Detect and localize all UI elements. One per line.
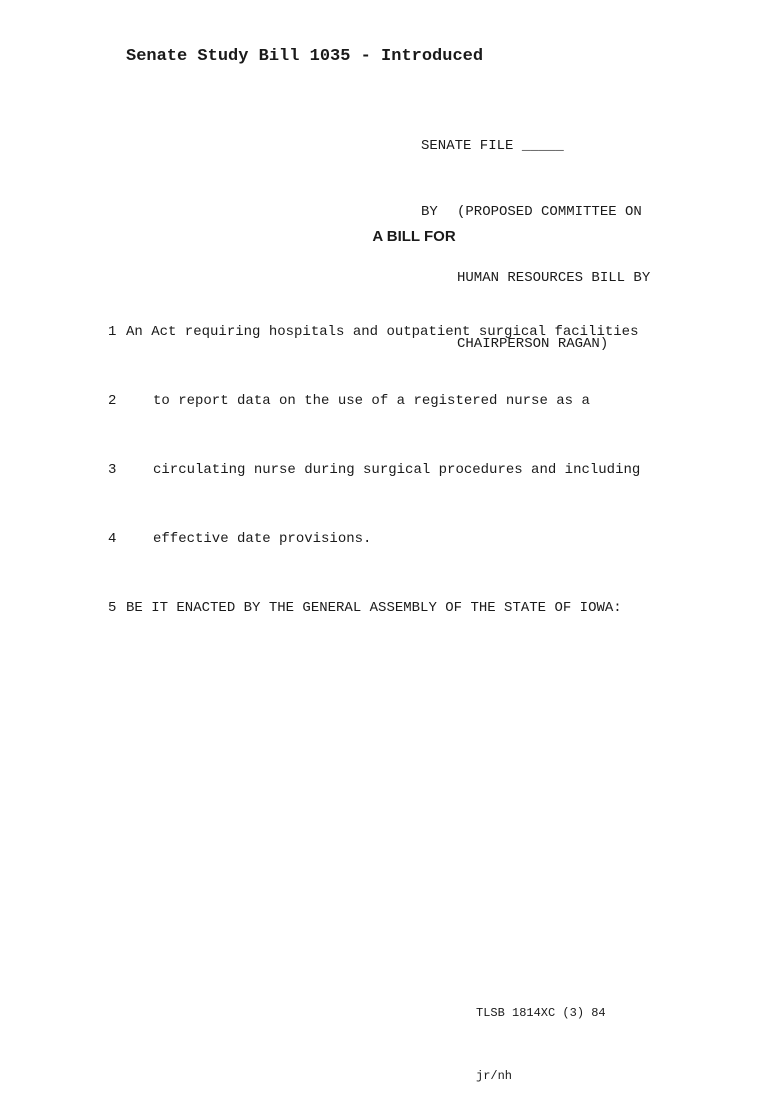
- document-footer: [476, 961, 606, 1108]
- bill-heading: A BILL FOR: [372, 228, 456, 245]
- senate-file-line: SENATE FILE _____: [421, 138, 564, 154]
- body-line: [108, 528, 640, 551]
- body-line: [108, 390, 640, 413]
- line-text: An Act requiring hospitals and outpatient surgical facilities: [126, 324, 639, 340]
- sponsor-text-1: (PROPOSED COMMITTEE ON: [457, 204, 642, 220]
- line-number: 1: [108, 324, 117, 340]
- line-number: 5: [108, 600, 117, 616]
- line-number: 3: [108, 462, 117, 478]
- page-title: Senate Study Bill 1035 - Introduced: [126, 47, 484, 66]
- line-text: effective date provisions.: [153, 531, 372, 547]
- sponsor-text-2: HUMAN RESOURCES BILL BY: [457, 270, 651, 286]
- bill-body: [108, 275, 640, 643]
- body-line: [108, 459, 640, 482]
- footer-initials: jr/nh: [476, 1069, 513, 1083]
- line-number: 2: [108, 393, 117, 409]
- sponsor-text-3: CHAIRPERSON RAGAN): [457, 336, 609, 352]
- footer-code: TLSB 1814XC (3) 84: [476, 1006, 606, 1020]
- body-line: [108, 321, 640, 344]
- sponsor-line-1: [421, 201, 650, 223]
- body-line: [108, 597, 640, 620]
- line-text: BE IT ENACTED BY THE GENERAL ASSEMBLY OF THE STATE OF IOWA:: [126, 600, 622, 616]
- line-text: to report data on the use of a registered nurse as a: [153, 393, 590, 409]
- by-label: BY: [421, 204, 438, 220]
- line-number: 4: [108, 531, 117, 547]
- line-text: circulating nurse during surgical procedures and including: [153, 462, 641, 478]
